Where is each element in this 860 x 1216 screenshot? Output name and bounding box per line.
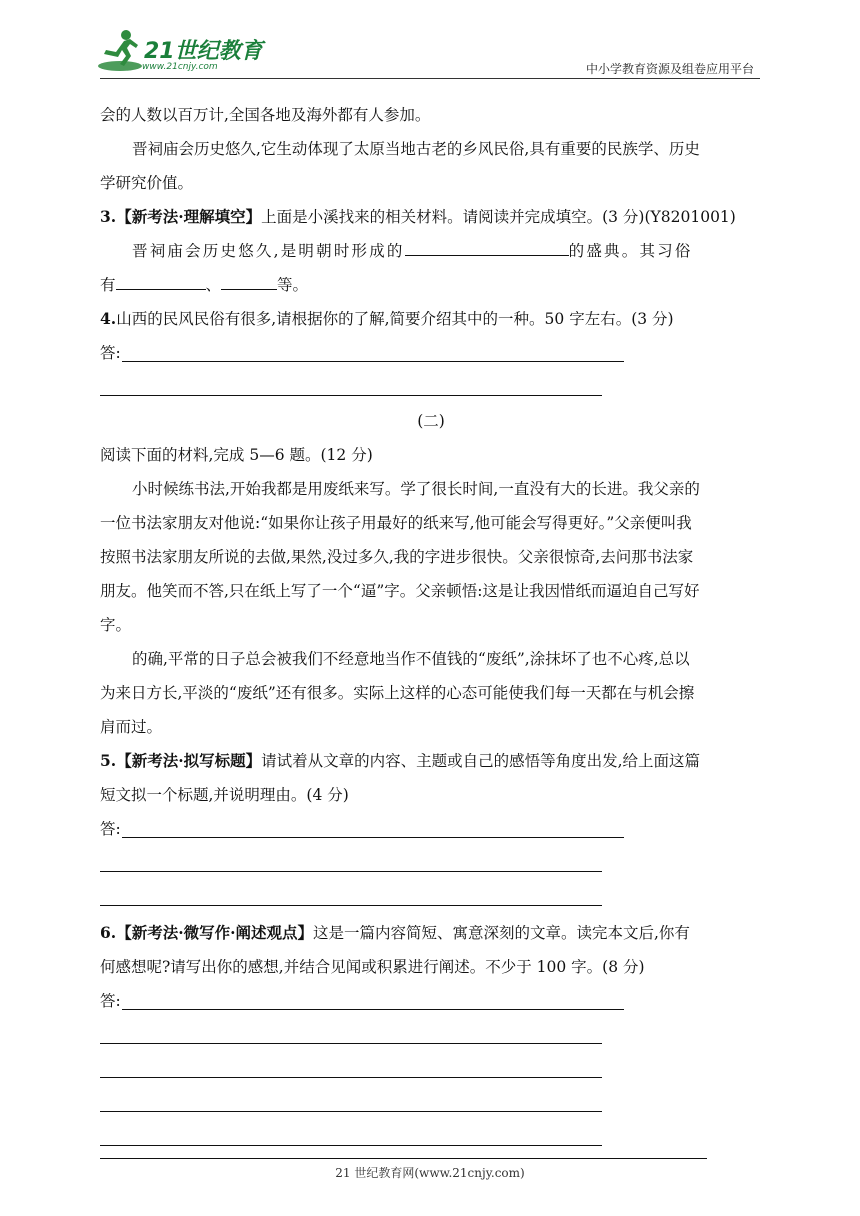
- passage-p1-line5: 字。: [100, 616, 132, 634]
- q6-answer-line-3[interactable]: [100, 1052, 762, 1086]
- q5-answer-line-1[interactable]: [100, 812, 762, 846]
- q6-answer-line-5[interactable]: [100, 1120, 762, 1154]
- question-5: [100, 744, 762, 778]
- logo: [96, 28, 266, 78]
- passage-p1-line1: 小时候练书法,开始我都是用废纸来写。学了很长时间,一直没有大的长进。我父亲的: [132, 480, 700, 498]
- q5-answer-line-3[interactable]: [100, 880, 762, 914]
- q5-answer-label: 答:: [100, 820, 121, 838]
- q6-answer-line-1[interactable]: [100, 984, 762, 1018]
- q3-tag: 【新考法·理解填空】: [116, 207, 262, 226]
- runner-logo-icon: [96, 28, 144, 74]
- q3-blank-1[interactable]: [405, 237, 569, 256]
- para1-line3: 学研究价值。: [100, 174, 194, 192]
- header-divider: [100, 78, 760, 79]
- q3-fill-a: 晋祠庙会历史悠久,是明朝时形成的: [132, 242, 405, 260]
- q3-blank-2[interactable]: [116, 271, 206, 290]
- q3-fill-line2: [100, 268, 762, 302]
- q5-text-line2: 短文拟一个标题,并说明理由。(4 分): [100, 786, 349, 804]
- page-footer: 21 世纪教育网(www.21cnjy.com): [335, 1166, 525, 1180]
- passage-p1-line2: 一位书法家朋友对他说:“如果你让孩子用最好的纸来写,他可能会写得更好。”父亲便叫我: [100, 514, 692, 532]
- para1-line1: 会的人数以百万计,全国各地及海外都有人参加。: [100, 106, 431, 124]
- q4-number: 4.: [100, 309, 117, 328]
- section-2-intro: 阅读下面的材料,完成 5—6 题。(12 分): [100, 446, 373, 464]
- q5-answer-line-2[interactable]: [100, 846, 762, 880]
- q5-text-line1: 请试着从文章的内容、主题或自己的感悟等角度出发,给上面这篇: [261, 752, 701, 770]
- q3-blank-3[interactable]: [221, 271, 277, 290]
- q6-tag: 【新考法·微写作·阐述观点】: [116, 923, 313, 942]
- para1-line2: 晋祠庙会历史悠久,它生动体现了太原当地古老的乡风民俗,具有重要的民族学、历史: [132, 140, 700, 158]
- q3-fill-line1: [100, 234, 762, 268]
- platform-name: 中小学教育资源及组卷应用平台: [585, 62, 754, 76]
- section-2-title: (二): [417, 412, 445, 430]
- passage-p2-line2: 为来日方长,平淡的“废纸”还有很多。实际上这样的心态可能使我们每一天都在与机会擦: [100, 684, 695, 702]
- q6-text-line2: 何感想呢?请写出你的感想,并结合见闻或积累进行阐述。不少于 100 字。(8 分): [100, 958, 645, 976]
- q6-answer-line-2[interactable]: [100, 1018, 762, 1052]
- q3-number: 3.: [100, 207, 117, 226]
- page-header: [0, 0, 860, 84]
- passage-p2-line3: 肩而过。: [100, 718, 163, 736]
- question-4: [100, 302, 762, 336]
- logo-text: 21世纪教育: [144, 39, 263, 64]
- q5-tag: 【新考法·拟写标题】: [116, 751, 262, 770]
- q4-answer-label: 答:: [100, 344, 121, 362]
- document-body: [100, 98, 762, 1154]
- q5-number: 5.: [100, 751, 117, 770]
- question-6: [100, 916, 762, 950]
- q3-fill-e: 等。: [277, 276, 309, 294]
- q3-fill-b: 的盛典。其习俗: [568, 242, 693, 260]
- question-3: [100, 200, 762, 234]
- q4-answer-line-2[interactable]: [100, 370, 762, 404]
- q6-answer-label: 答:: [100, 992, 121, 1010]
- q3-text: 上面是小溪找来的相关材料。请阅读并完成填空。(3 分)(Y8201001): [261, 208, 736, 226]
- q6-answer-line-4[interactable]: [100, 1086, 762, 1120]
- passage-p1-line3: 按照书法家朋友所说的去做,果然,没过多久,我的字进步很快。父亲很惊奇,去问那书法家: [100, 548, 694, 566]
- q3-fill-d: 、: [205, 276, 222, 294]
- passage-p1-line4: 朋友。他笑而不答,只在纸上写了一个“逼”字。父亲顿悟:这是让我因惜纸而逼迫自己写好: [100, 582, 700, 600]
- q6-text-line1: 这是一篇内容简短、寓意深刻的文章。读完本文后,你有: [312, 924, 690, 942]
- q4-answer-line-1[interactable]: [100, 336, 762, 370]
- q4-text: 山西的民风民俗有很多,请根据你的了解,简要介绍其中的一种。50 字左右。(3 分): [116, 310, 674, 328]
- q6-number: 6.: [100, 923, 117, 942]
- footer-divider: [100, 1158, 707, 1159]
- q3-fill-c: 有: [100, 276, 116, 294]
- passage-p2-line1: 的确,平常的日子总会被我们不经意地当作不值钱的“废纸”,涂抹坏了也不心疼,总以: [132, 650, 690, 668]
- logo-url: www.21cnjy.com: [142, 62, 218, 72]
